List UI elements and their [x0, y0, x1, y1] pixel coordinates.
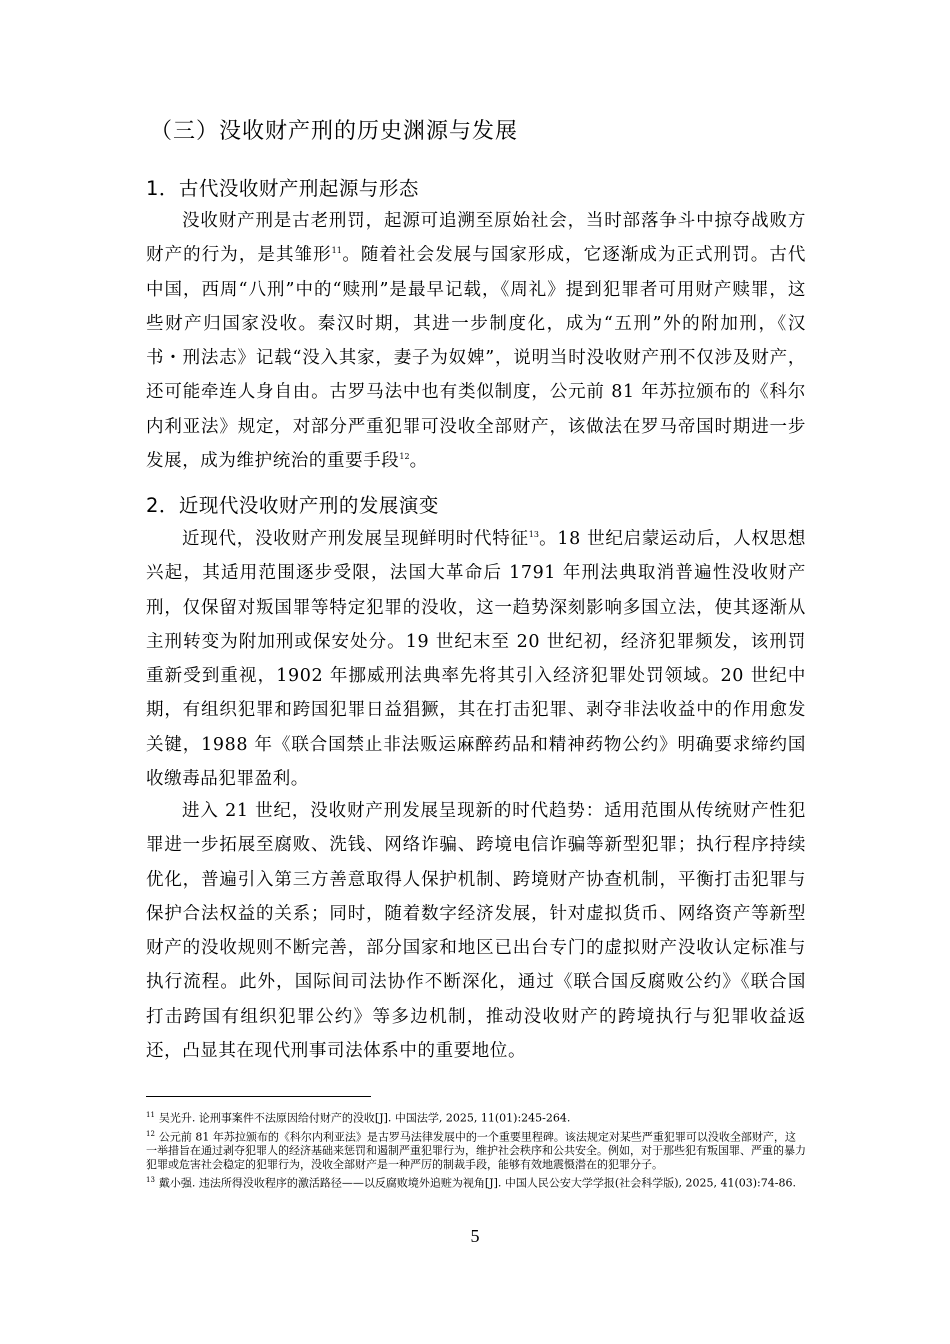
- paragraph-text: 近现代，没收财产刑发展呈现鲜明时代特征: [182, 529, 529, 549]
- footnote-text: 戴小强. 违法所得没收程序的激活路径——以反腐败境外追赃为视角[J]. 中国人民公安大学学报(社会科学版), 2025, 41(03):74-86.: [158, 1176, 796, 1190]
- subsection-heading-modern: 2．近现代没收财产刑的发展演变: [146, 494, 439, 517]
- footnote-11: [146, 1108, 806, 1126]
- footnote-13: [146, 1173, 806, 1191]
- paragraph-text: 。: [409, 451, 428, 472]
- section-heading: （三）没收财产刑的历史渊源与发展: [150, 119, 519, 144]
- footnotes: [146, 1108, 806, 1192]
- paragraph-modern-evolution: [146, 522, 806, 796]
- footnote-text: 吴光升. 论刑事案件不法原因给付财产的没收[J]. 中国法学, 2025, 11(01):245-264.: [158, 1111, 571, 1125]
- footnote-text: 公元前 81 年苏拉颁布的《科尔内利亚法》是古罗马法律发展中的一个重要里程碑。该法规定对某些严重犯罪可以没收全部财产，这一举措旨在通过剥夺犯罪人的经济基础来惩罚和遏制严重犯罪行为，维护社会秩序和公共安全。例如，对于那些犯有叛国罪、严重的暴力犯罪或危害社会稳定的犯罪行为，没收全部财产是一种严厉的制裁手段，能够有效地震慑潜在的犯罪分子。: [146, 1130, 806, 1172]
- footnote-number: 13: [146, 1176, 155, 1185]
- footnote-ref-12[interactable]: 12: [399, 452, 410, 462]
- page-number: 5: [470, 1226, 480, 1246]
- footnote-number: 12: [146, 1129, 155, 1138]
- paragraph-ancient-origins: [146, 204, 806, 478]
- subsection-heading-ancient: 1．古代没收财产刑起源与形态: [146, 177, 419, 200]
- footnote-12: [146, 1127, 806, 1173]
- paragraph-21st-century: 进入 21 世纪，没收财产刑发展呈现新的时代趋势：适用范围从传统财产性犯罪进一步拓展至腐败、洗钱、网络诈骗、跨境电信诈骗等新型犯罪；执行程序持续优化，普遍引入第三方善意取得人保护机制、跨境财产协查机制，平衡打击犯罪与保护合法权益的关系；同时，随着数字经济发展，针对虚拟货币、网络资产等新型财产的没收规则不断完善，部分国家和地区已出台专门的虚拟财产没收认定标准与执行流程。此外，国际间司法协作不断深化，通过《联合国反腐败公约》《联合国打击跨国有组织犯罪公约》等多边机制，推动没收财产的跨境执行与犯罪收益返还，凸显其在现代刑事司法体系中的重要地位。: [146, 801, 806, 1062]
- paragraph-text: 没收财产刑是古老刑罚，起源可追溯至原始社会，当时部落争斗中掠夺战败方财产的行为，是其雏形: [146, 211, 806, 266]
- paragraph-text: 。18 世纪启蒙运动后，人权思想兴起，其适用范围逐步受限，法国大革命后 1791 年刑法典取消普遍性没收财产刑，仅保留对叛国罪等特定犯罪的没收，这一趋势深刻影响多国立法，使其逐渐从主刑转变为附加刑或保安处分。19 世纪末至 20 世纪初，经济犯罪频发，该刑罚重新受到重视，1902 年挪威刑法典率先将其引入经济犯罪处罚领域。20 世纪中期，有组织犯罪和跨国犯罪日益猖獗，其在打击犯罪、剥夺非法收益中的作用愈发关键，1988 年《联合国禁止非法贩运麻醉药品和精神药物公约》明确要求缔约国收缴毒品犯罪盈利。: [146, 529, 806, 790]
- footnote-ref-13[interactable]: 13: [528, 530, 539, 540]
- paragraph-text: 。随着社会发展与国家形成，它逐渐成为正式刑罚。古代中国，西周“八刑”中的“赎刑”是最早记载，《周礼》提到犯罪者可用财产赎罪，这些财产归国家没收。秦汉时期，其进一步制度化，成为“五刑”外的附加刑，《汉书・刑法志》记载“没入其家，妻子为奴婢”，说明当时没收财产刑不仅涉及财产，还可能牵连人身自由。古罗马法中也有类似制度，公元前 81 年苏拉颁布的《科尔内利亚法》规定，对部分严重犯罪可没收全部财产，该做法在罗马帝国时期进一步发展，成为维护统治的重要手段: [146, 245, 807, 472]
- footnote-ref-11[interactable]: 11: [331, 246, 342, 256]
- footnote-divider: [146, 1096, 371, 1097]
- footnote-number: 11: [146, 1111, 155, 1119]
